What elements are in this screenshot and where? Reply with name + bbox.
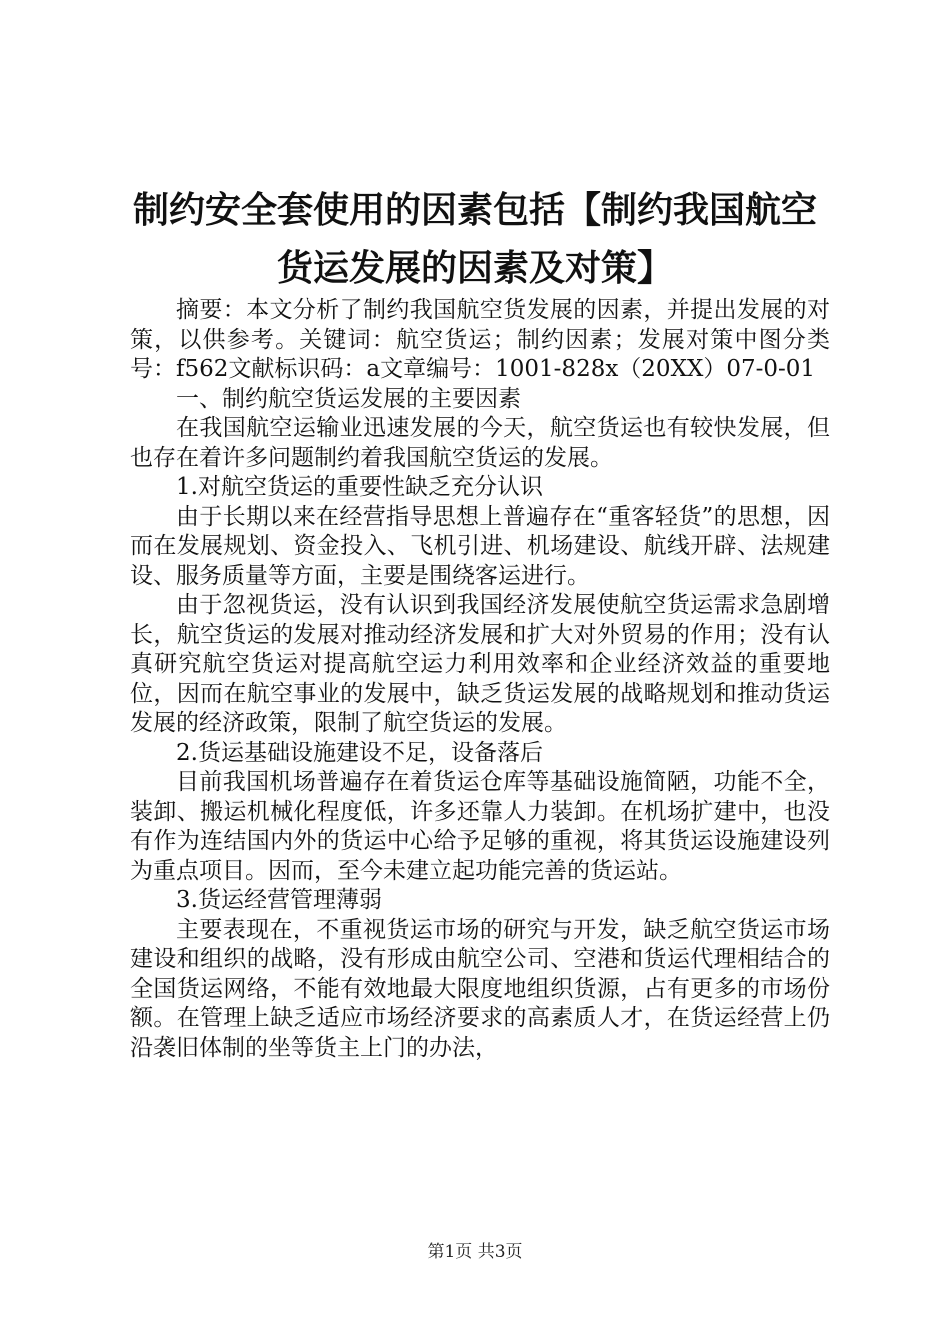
body-paragraph: 主要表现在，不重视货运市场的研究与开发，缺乏航空货运市场建设和组织的战略，没有形成由航空公司、空港和货运代理相结合的全国货运网络，不能有效地最大限度地组织货源，占有更多的市场份额。在管理上缺乏适应市场经济要求的高素质人才，在货运经营上仍沿袭旧体制的坐等货主上门的办法，	[130, 916, 830, 1061]
body-paragraph: 由于长期以来在经营指导思想上普遍存在“重客轻货”的思想，因而在发展规划、资金投入、飞机引进、机场建设、航线开辟、法规建设、服务质量等方面，主要是围绕客运进行。	[130, 503, 830, 589]
subsection-heading: 1.对航空货运的重要性缺乏充分认识	[176, 474, 543, 500]
subsection-heading: 2.货运基础设施建设不足，设备落后	[176, 739, 543, 766]
body-paragraph: 目前我国机场普遍存在着货运仓库等基础设施简陋，功能不全，装卸、搬运机械化程度低，许多还靠人力装卸。在机场扩建中，也没有作为连结国内外的货运中心给予足够的重视，将其货运设施建设列为重点项目。因而，至今未建立起功能完善的货运站。	[130, 769, 830, 884]
page-footer: 第1页 共3页	[427, 1242, 523, 1262]
document-body	[130, 296, 830, 1063]
body-paragraph: 由于忽视货运，没有认识到我国经济发展使航空货运需求急剧增长，航空货运的发展对推动经济发展和扩大对外贸易的作用；没有认真研究航空货运对提高航空运力利用效率和企业经济效益的重要地位，因而在航空事业的发展中，缺乏货运发展的战略规划和推动货运发展的经济政策，限制了航空货运的发展。	[130, 592, 830, 736]
subsection-heading: 3.货运经营管理薄弱	[176, 887, 382, 913]
abstract-paragraph: 摘要：本文分析了制约我国航空货发展的因素，并提出发展的对策，以供参考。关键词：航空货运；制约因素；发展对策中图分类号：f562文献标识码：a文章编号：1001-828x（20XX）07-0-01	[130, 297, 830, 382]
body-paragraph: 在我国航空运输业迅速发展的今天，航空货运也有较快发展，但也存在着许多问题制约着我国航空货运的发展。	[130, 415, 830, 471]
section-heading: 一、制约航空货运发展的主要因素	[176, 385, 521, 412]
document-title: 制约安全套使用的因素包括【制约我国航空货运发展的因素及对策】	[132, 190, 817, 289]
